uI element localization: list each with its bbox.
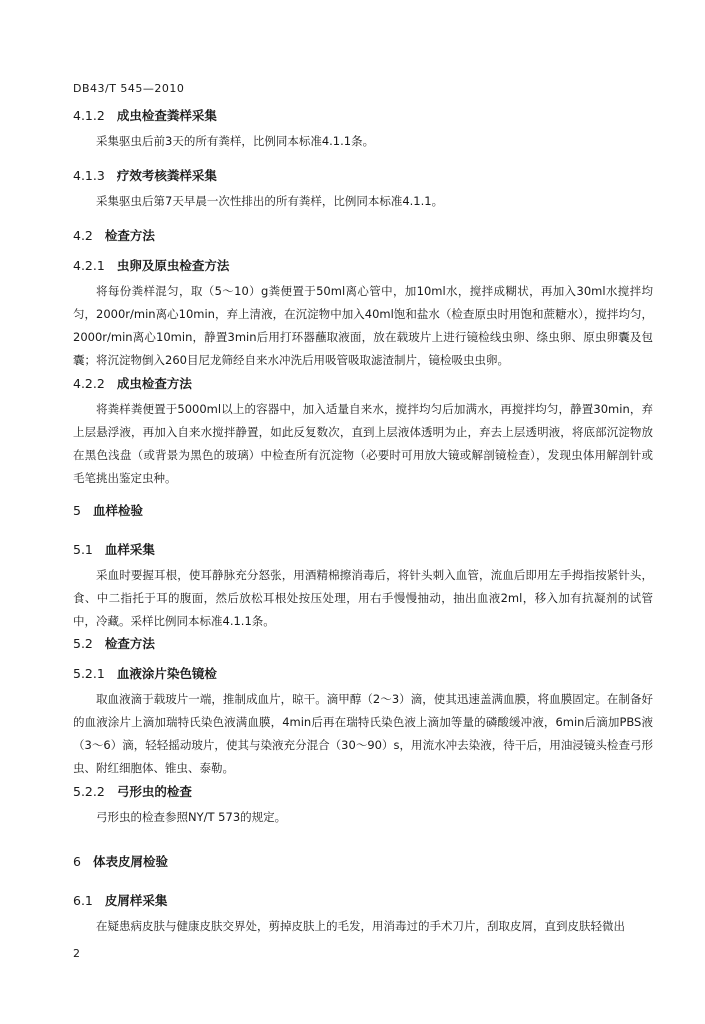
- section-5-1-text: [73, 564, 653, 633]
- section-title: 体表皮屑检验: [92, 854, 168, 869]
- section-5-2-1-text: [73, 688, 653, 780]
- section-5-2-2-text: [73, 806, 653, 829]
- section-4-2-2-heading: [73, 374, 653, 392]
- section-5-2-2-heading: [73, 782, 653, 800]
- section-title: 检查方法: [104, 636, 155, 651]
- paragraph: 将每份粪样混匀，取（5～10）g粪便置于50ml离心管中，加10ml水，搅拌成糊状，再加入30ml水搅拌均匀，2000r/min离心10min，弃上清液，在沉淀物中加入40ml饱和盐水（检查原虫时用饱和蔗糖水），搅拌均匀，2000r/min离心10min，静置3min后用打环器蘸取液面，放在载玻片上进行镜检线虫卵、绦虫卵、原虫卵囊及包囊；将沉淀物倒入260目尼龙筛经自来水冲洗后用吸管吸取滤渣制片，镜检吸虫虫卵。: [73, 284, 653, 367]
- section-number: 4.2: [73, 228, 93, 243]
- section-title: 血液涂片染色镜检: [116, 666, 217, 681]
- section-6-1-heading: [73, 891, 653, 909]
- paragraph: 采集驱虫后前3天的所有粪样，比例同本标准4.1.1条。: [96, 134, 375, 148]
- section-4-2-1-heading: [73, 256, 653, 274]
- paragraph: 采集驱虫后第7天早晨一次性排出的所有粪样，比例同本标准4.1.1。: [96, 194, 444, 208]
- section-4-1-3-heading: [73, 166, 653, 184]
- section-number: 6: [73, 854, 81, 869]
- paragraph: 采血时要握耳根，使耳静脉充分怒张，用酒精棉擦消毒后，将针头刺入血管，流血后即用左手拇指按紧针头，食、中二指托于耳的腹面，然后放松耳根处按压处理，用右手慢慢抽动，抽出血液2ml，移入加有抗凝剂的试管中，冷藏。采样比例同本标准4.1.1条。: [73, 568, 653, 628]
- section-6-1-text: [73, 915, 653, 938]
- page-number: 2: [73, 947, 80, 960]
- section-number: 5.1: [73, 542, 93, 557]
- section-title: 皮屑样采集: [104, 893, 168, 908]
- section-number: 4.2.1: [73, 258, 105, 273]
- section-number: 4.1.2: [73, 108, 105, 123]
- section-title: 血样检验: [92, 503, 143, 518]
- section-title: 血样采集: [104, 542, 155, 557]
- section-title: 虫卵及原虫检查方法: [116, 258, 230, 273]
- paragraph: 弓形虫的检查参照NY/T 573的规定。: [96, 810, 287, 824]
- section-number: 6.1: [73, 893, 93, 908]
- section-number: 4.2.2: [73, 376, 105, 391]
- section-title: 成虫检查方法: [116, 376, 192, 391]
- paragraph: 将粪样粪便置于5000ml以上的容器中，加入适量自来水，搅拌均匀后加满水，再搅拌均匀，静置30min，弃上层悬浮液，再加入自来水搅拌静置，如此反复数次，直到上层液体透明为止，弃去上层透明液，将底部沉淀物放在黑色浅盘（或背景为黑色的玻璃）中检查所有沉淀物（必要时可用放大镜或解剖镜检查），发现虫体用解剖针或毛笔挑出鉴定虫种。: [73, 402, 653, 485]
- standard-header: DB43/T 545—2010: [73, 82, 185, 95]
- section-title: 弓形虫的检查: [116, 784, 192, 799]
- section-4-1-2-heading: [73, 106, 653, 124]
- section-5-2-1-heading: [73, 664, 653, 682]
- section-5-1-heading: [73, 540, 653, 558]
- section-4-2-2-text: [73, 398, 653, 490]
- section-title: 疗效考核粪样采集: [116, 168, 217, 183]
- section-6-heading: [73, 852, 653, 870]
- section-number: 5.2: [73, 636, 93, 651]
- section-number: 5.2.2: [73, 784, 105, 799]
- paragraph: 取血液滴于载玻片一端，推制成血片，晾干。滴甲醇（2～3）滴，使其迅速盖满血膜，将血膜固定。在制备好的血液涂片上滴加瑞特氏染色液满血膜，4min后再在瑞特氏染色液上滴加等量的磷酸缓冲液，6min后滴加PBS液（3～6）滴，轻轻摇动玻片，使其与染液充分混合（30～90）s，用流水冲去染液，待干后，用油浸镜头检查弓形虫、附红细胞体、锥虫、泰勒。: [73, 692, 653, 775]
- section-4-1-2-text: [73, 130, 653, 153]
- section-4-2-1-text: [73, 280, 653, 372]
- section-number: 5: [73, 503, 81, 518]
- section-5-2-heading: [73, 634, 653, 652]
- section-number: 5.2.1: [73, 666, 105, 681]
- section-5-heading: [73, 501, 653, 519]
- section-title: 成虫检查粪样采集: [116, 108, 217, 123]
- paragraph: 在疑患病皮肤与健康皮肤交界处，剪掉皮肤上的毛发，用消毒过的手术刀片，刮取皮屑，直到皮肤轻微出: [96, 919, 625, 933]
- section-number: 4.1.3: [73, 168, 105, 183]
- section-4-1-3-text: [73, 190, 653, 213]
- section-title: 检查方法: [104, 228, 155, 243]
- section-4-2-heading: [73, 226, 653, 244]
